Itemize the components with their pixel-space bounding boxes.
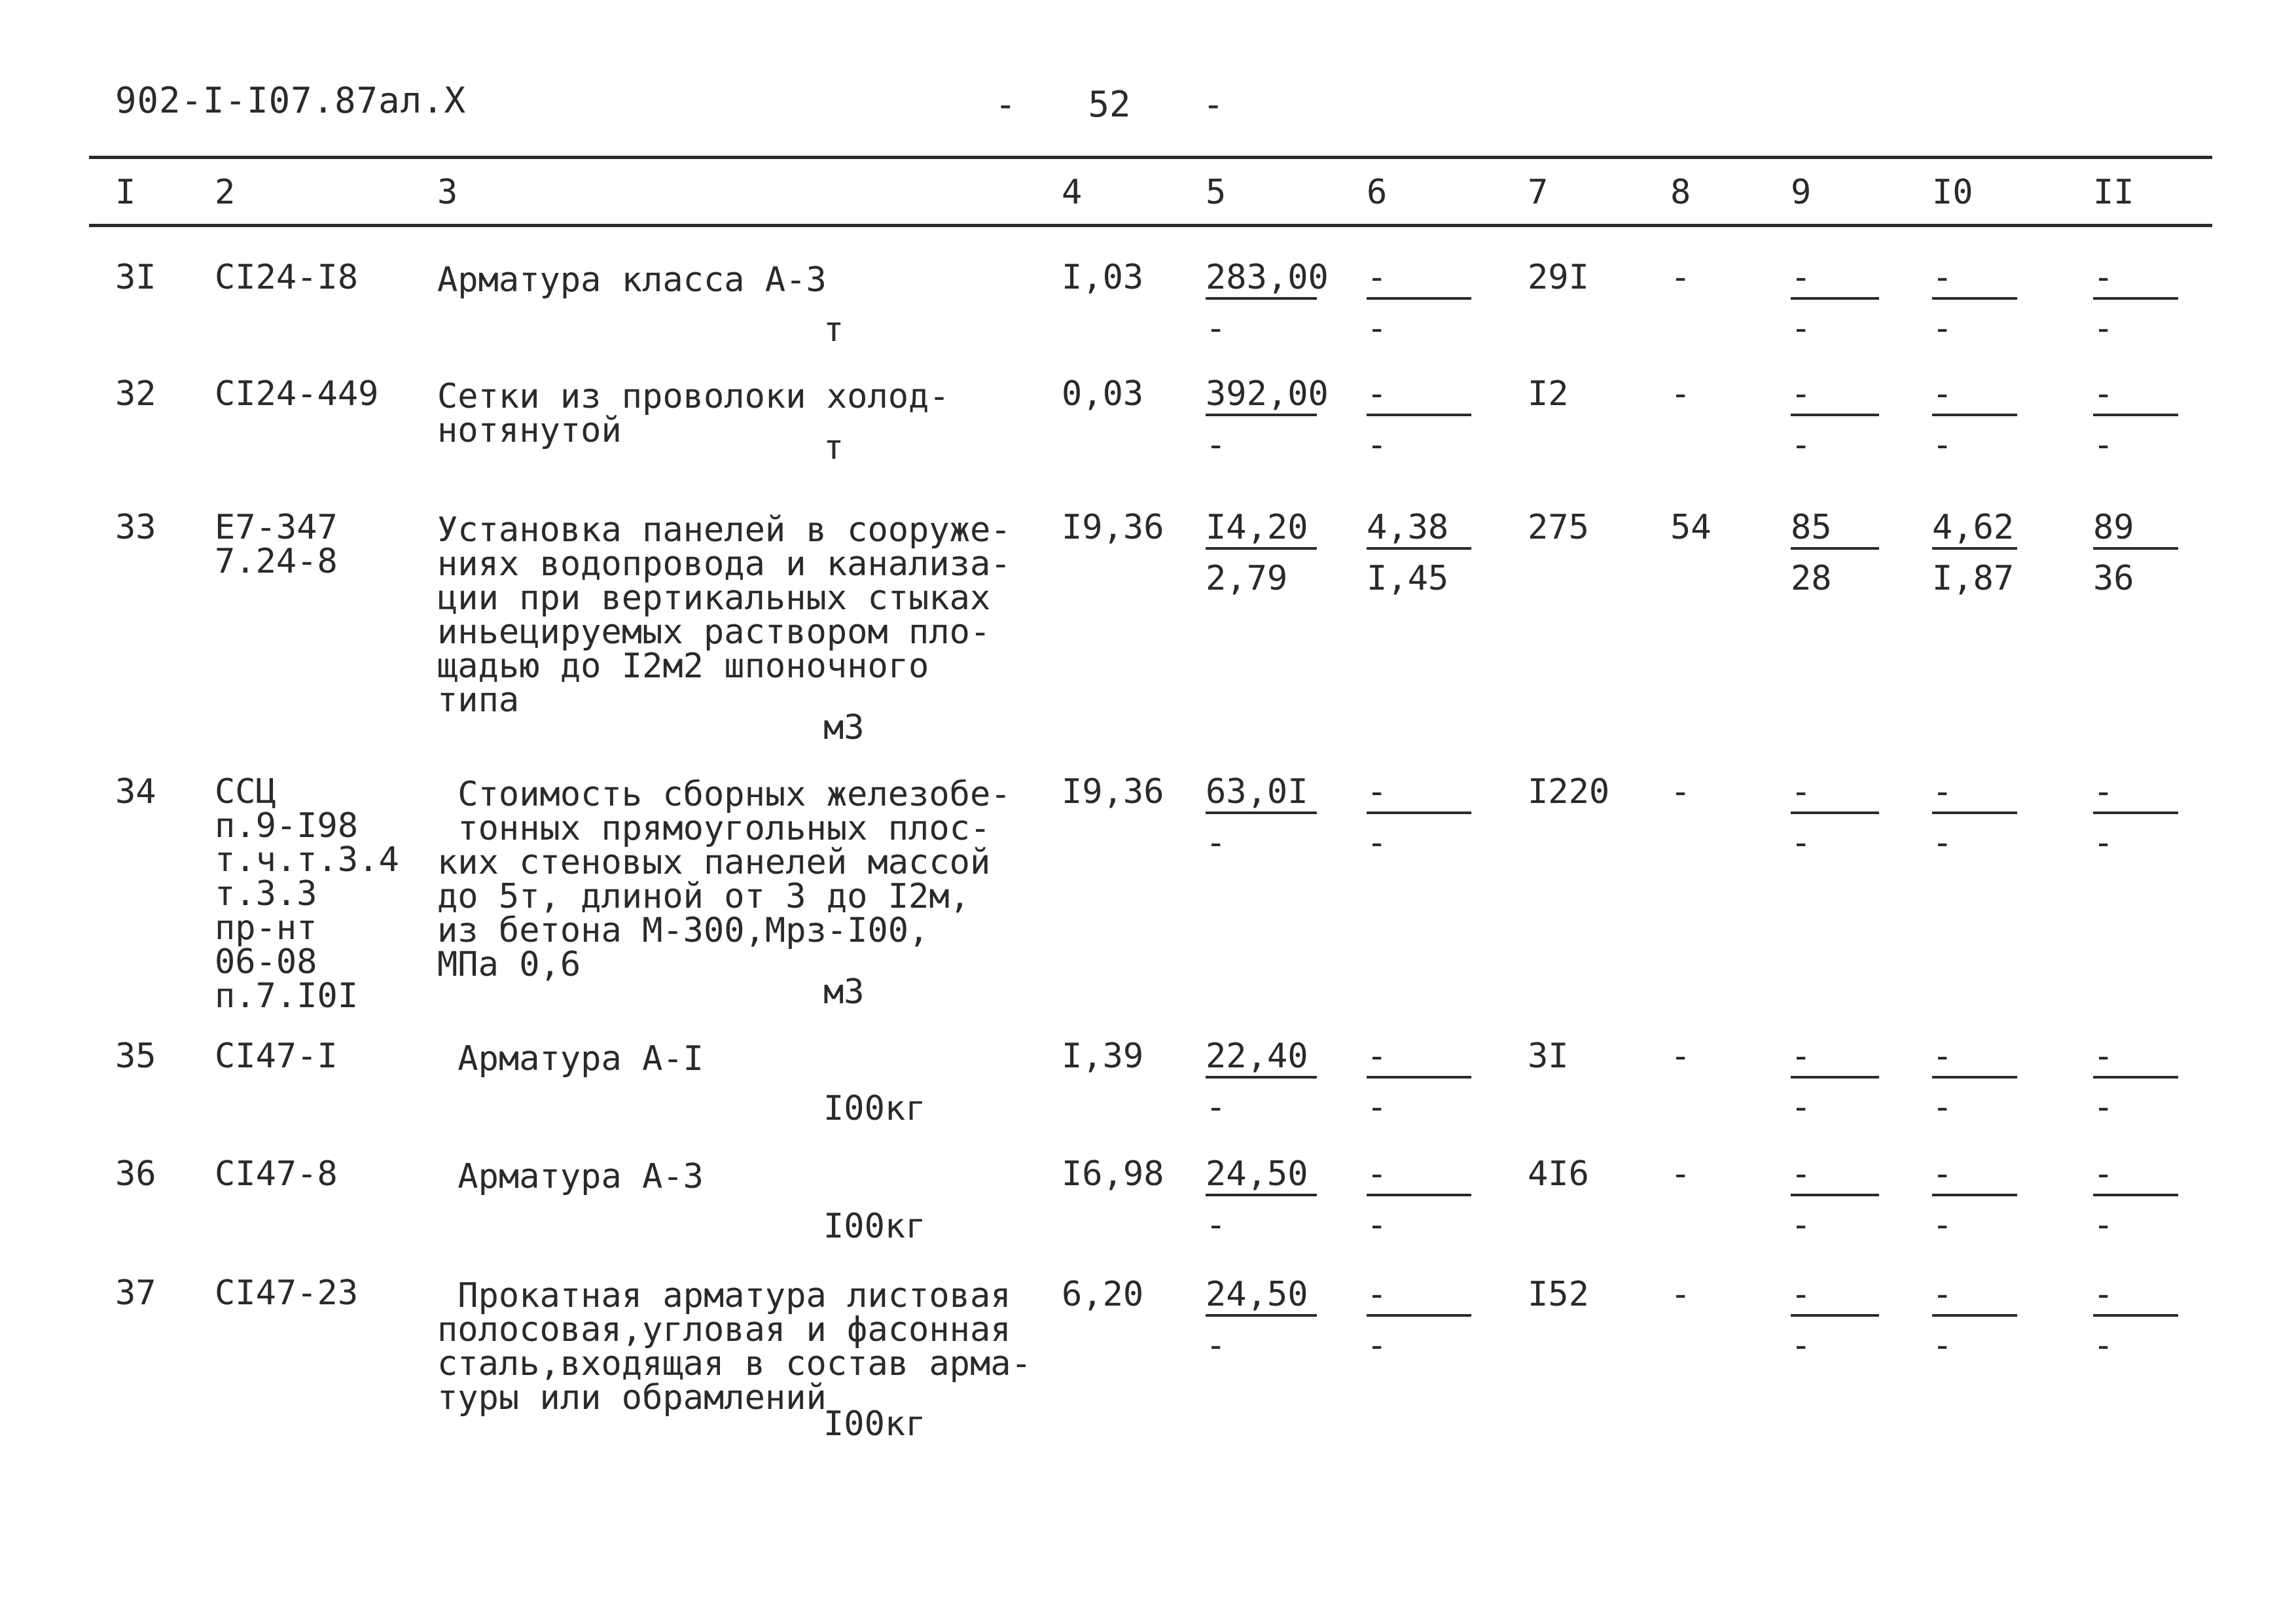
- col9-bottom: -: [1791, 425, 1812, 465]
- unit-cost-fraction: [1206, 258, 1329, 348]
- col11-bottom: -: [2093, 425, 2114, 465]
- unit-cost-fraction: [1206, 772, 1317, 863]
- col-header-4: 4: [1062, 173, 1083, 212]
- machine-cost-fraction: [1367, 1277, 1471, 1363]
- wages-total: 54: [1670, 508, 1712, 547]
- row-number: 34: [115, 772, 156, 812]
- col10-fraction: [1932, 772, 2017, 863]
- col9-top: -: [1791, 377, 1879, 416]
- wages-total: -: [1670, 1275, 1691, 1314]
- col9-bottom: -: [1791, 1326, 1812, 1365]
- quantity: I9,36: [1062, 772, 1164, 812]
- col9-top: -: [1791, 1157, 1879, 1196]
- total-cost: I52: [1528, 1275, 1589, 1314]
- quantity: I9,36: [1062, 508, 1164, 547]
- col9-bottom: 28: [1791, 559, 1832, 598]
- col10-fraction: [1932, 510, 2017, 596]
- total-cost: I220: [1528, 772, 1610, 812]
- quantity: 0,03: [1062, 374, 1144, 414]
- total-cost: 4I6: [1528, 1154, 1589, 1194]
- col11-top: -: [2093, 775, 2178, 814]
- machine-wages: I,45: [1367, 559, 1449, 598]
- total-cost: 3I: [1528, 1037, 1569, 1076]
- row-number: 3I: [115, 258, 156, 297]
- unit-cost-fraction: [1206, 374, 1329, 465]
- col11-top: 89: [2093, 510, 2178, 550]
- machine-cost-fraction: [1367, 260, 1471, 346]
- col-header-1: I: [115, 173, 136, 212]
- wages-total: -: [1670, 1037, 1691, 1076]
- col11-bottom: -: [2093, 1326, 2114, 1365]
- col10-bottom: -: [1932, 1088, 1953, 1127]
- work-description: Арматура А-3: [437, 1157, 704, 1196]
- col10-fraction: [1932, 1277, 2017, 1363]
- col9-top: -: [1791, 775, 1879, 814]
- unit-cost-total: 63,0I: [1206, 775, 1317, 814]
- col9-fraction: [1791, 1037, 1879, 1127]
- measure-unit: м3: [823, 708, 865, 747]
- machine-cost-fraction: [1367, 374, 1471, 465]
- rate-code: CI47-23: [215, 1274, 359, 1313]
- col11-bottom: -: [2093, 1088, 2114, 1127]
- machine-cost-fraction: [1367, 510, 1471, 596]
- machine-wages: -: [1367, 425, 1388, 465]
- col9-fraction: [1791, 260, 1879, 346]
- col-header-2: 2: [215, 173, 236, 212]
- unit-cost-wages: -: [1206, 425, 1227, 465]
- col-header-3: 3: [437, 173, 458, 212]
- wages-total: -: [1670, 258, 1691, 297]
- unit-cost-fraction: [1206, 510, 1317, 596]
- col-header-5: 5: [1206, 173, 1227, 212]
- row-number: 32: [115, 374, 156, 414]
- col9-fraction: [1791, 772, 1879, 863]
- col11-fraction: [2093, 260, 2178, 346]
- col10-bottom: -: [1932, 425, 1953, 465]
- work-description: Прокатная арматура листовая полосовая,угловая и фасонная сталь,входящая в состав арма- туры или обрамлений: [437, 1276, 1031, 1418]
- col10-top: -: [1932, 1277, 2017, 1317]
- row-number: 36: [115, 1154, 156, 1194]
- wages-total: -: [1670, 772, 1691, 812]
- col9-top: 85: [1791, 510, 1879, 550]
- col9-fraction: [1791, 374, 1879, 465]
- work-description: Установка панелей в сооруже- ниях водопровода и канализа- ции при вертикальных стыках иньецируемых раствором пло- щадью до I2м2 шпоночного типа: [437, 510, 1011, 720]
- col9-top: -: [1791, 1039, 1879, 1079]
- unit-cost-total: 283,00: [1206, 260, 1317, 300]
- document-code: 902-I-I07.87ал.X: [115, 80, 467, 121]
- col-header-7: 7: [1528, 173, 1549, 212]
- quantity: I,39: [1062, 1037, 1144, 1076]
- col11-top: -: [2093, 1277, 2178, 1317]
- col10-top: -: [1932, 377, 2017, 416]
- wages-total: -: [1670, 374, 1691, 414]
- measure-unit: т: [823, 428, 844, 467]
- total-cost: I2: [1528, 374, 1569, 414]
- page-number-line: [995, 84, 1225, 125]
- unit-cost-total: I4,20: [1206, 510, 1317, 550]
- unit-cost-wages: -: [1206, 309, 1227, 348]
- top-rule: [89, 156, 2212, 159]
- col9-bottom: -: [1791, 1205, 1812, 1245]
- col10-bottom: I,87: [1932, 559, 2015, 598]
- wages-total: -: [1670, 1154, 1691, 1194]
- work-description: Арматура класса А-3: [437, 260, 827, 300]
- col10-fraction: [1932, 1154, 2017, 1245]
- total-cost: 275: [1528, 508, 1589, 547]
- rate-code: ССЦ п.9-I98 т.ч.т.3.4 т.3.3 пр-нт 06-08 п.7.I0I: [215, 772, 399, 1016]
- col9-fraction: [1791, 1154, 1879, 1245]
- col11-bottom: -: [2093, 309, 2114, 348]
- measure-unit: I00кг: [823, 1207, 926, 1246]
- col10-top: -: [1932, 1157, 2017, 1196]
- col11-fraction: [2093, 1037, 2178, 1127]
- quantity: I6,98: [1062, 1154, 1164, 1194]
- col10-bottom: -: [1932, 1205, 1953, 1245]
- page-dash-left: -: [995, 84, 1016, 125]
- unit-cost-total: 24,50: [1206, 1157, 1317, 1196]
- col10-top: -: [1932, 260, 2017, 300]
- unit-cost-fraction: [1206, 1037, 1317, 1127]
- machine-wages: -: [1367, 1088, 1388, 1127]
- col10-top: -: [1932, 775, 2017, 814]
- unit-cost-fraction: [1206, 1154, 1317, 1245]
- machine-cost: -: [1367, 377, 1471, 416]
- unit-cost-wages: 2,79: [1206, 559, 1288, 598]
- machine-cost-fraction: [1367, 1154, 1471, 1245]
- col9-top: -: [1791, 260, 1879, 300]
- row-number: 37: [115, 1274, 156, 1313]
- work-description: Сетки из проволоки холод- нотянутой: [437, 377, 950, 450]
- unit-cost-fraction: [1206, 1277, 1317, 1363]
- col10-top: 4,62: [1932, 510, 2017, 550]
- measure-unit: I00кг: [823, 1089, 926, 1128]
- rate-code: Е7-347 7.24-8: [215, 508, 338, 581]
- quantity: I,03: [1062, 258, 1144, 297]
- col10-bottom: -: [1932, 1326, 1953, 1365]
- col11-bottom: 36: [2093, 559, 2134, 598]
- unit-cost-total: 24,50: [1206, 1277, 1317, 1317]
- col11-fraction: [2093, 1154, 2178, 1245]
- work-description: Арматура А-I: [437, 1039, 704, 1079]
- col11-bottom: -: [2093, 1205, 2114, 1245]
- machine-cost-fraction: [1367, 1037, 1471, 1127]
- col9-bottom: -: [1791, 1088, 1812, 1127]
- unit-cost-total: 22,40: [1206, 1039, 1317, 1079]
- rate-code: CI47-8: [215, 1154, 338, 1194]
- col11-top: -: [2093, 377, 2178, 416]
- unit-cost-wages: -: [1206, 823, 1227, 863]
- machine-cost-fraction: [1367, 772, 1471, 863]
- col11-fraction: [2093, 510, 2178, 596]
- unit-cost-wages: -: [1206, 1205, 1227, 1245]
- machine-wages: -: [1367, 309, 1388, 348]
- col9-bottom: -: [1791, 309, 1812, 348]
- machine-cost: -: [1367, 1277, 1471, 1317]
- total-cost: 29I: [1528, 258, 1589, 297]
- col11-top: -: [2093, 260, 2178, 300]
- col11-bottom: -: [2093, 823, 2114, 863]
- unit-cost-total: 392,00: [1206, 377, 1317, 416]
- col10-fraction: [1932, 374, 2017, 465]
- row-number: 35: [115, 1037, 156, 1076]
- quantity: 6,20: [1062, 1275, 1144, 1314]
- col11-fraction: [2093, 772, 2178, 863]
- col11-top: -: [2093, 1039, 2178, 1079]
- col-header-9: 9: [1791, 173, 1812, 212]
- rate-code: CI47-I: [215, 1037, 338, 1076]
- machine-cost: 4,38: [1367, 510, 1471, 550]
- col10-fraction: [1932, 260, 2017, 346]
- header-rule: [89, 224, 2212, 227]
- col9-fraction: [1791, 510, 1879, 596]
- col11-top: -: [2093, 1157, 2178, 1196]
- col10-top: -: [1932, 1039, 2017, 1079]
- rate-code: CI24-449: [215, 374, 379, 414]
- unit-cost-wages: -: [1206, 1088, 1227, 1127]
- col10-bottom: -: [1932, 823, 1953, 863]
- col11-fraction: [2093, 1277, 2178, 1363]
- measure-unit: м3: [823, 972, 865, 1012]
- page-dash-right: -: [1202, 84, 1225, 125]
- col11-fraction: [2093, 374, 2178, 465]
- col9-top: -: [1791, 1277, 1879, 1317]
- machine-wages: -: [1367, 1326, 1388, 1365]
- rate-code: CI24-I8: [215, 258, 359, 297]
- measure-unit: т: [823, 310, 844, 349]
- machine-wages: -: [1367, 1205, 1388, 1245]
- col9-fraction: [1791, 1277, 1879, 1363]
- machine-cost: -: [1367, 1157, 1471, 1196]
- work-description: Стоимость сборных железобе- тонных прямоугольных плос- ких стеновых панелей массой до 5т, длиной от 3 до I2м, из бетона М-300,Мрз-I00, МПа 0,6: [437, 775, 1011, 984]
- col9-bottom: -: [1791, 823, 1812, 863]
- col-header-11: II: [2093, 173, 2134, 212]
- col10-fraction: [1932, 1037, 2017, 1127]
- machine-wages: -: [1367, 823, 1388, 863]
- col-header-10: I0: [1932, 173, 1973, 212]
- machine-cost: -: [1367, 1039, 1471, 1079]
- unit-cost-wages: -: [1206, 1326, 1227, 1365]
- col-header-8: 8: [1670, 173, 1691, 212]
- machine-cost: -: [1367, 260, 1471, 300]
- machine-cost: -: [1367, 775, 1471, 814]
- col10-bottom: -: [1932, 309, 1953, 348]
- page-number: 52: [1088, 84, 1131, 125]
- col-header-6: 6: [1367, 173, 1388, 212]
- measure-unit: I00кг: [823, 1404, 926, 1444]
- row-number: 33: [115, 508, 156, 547]
